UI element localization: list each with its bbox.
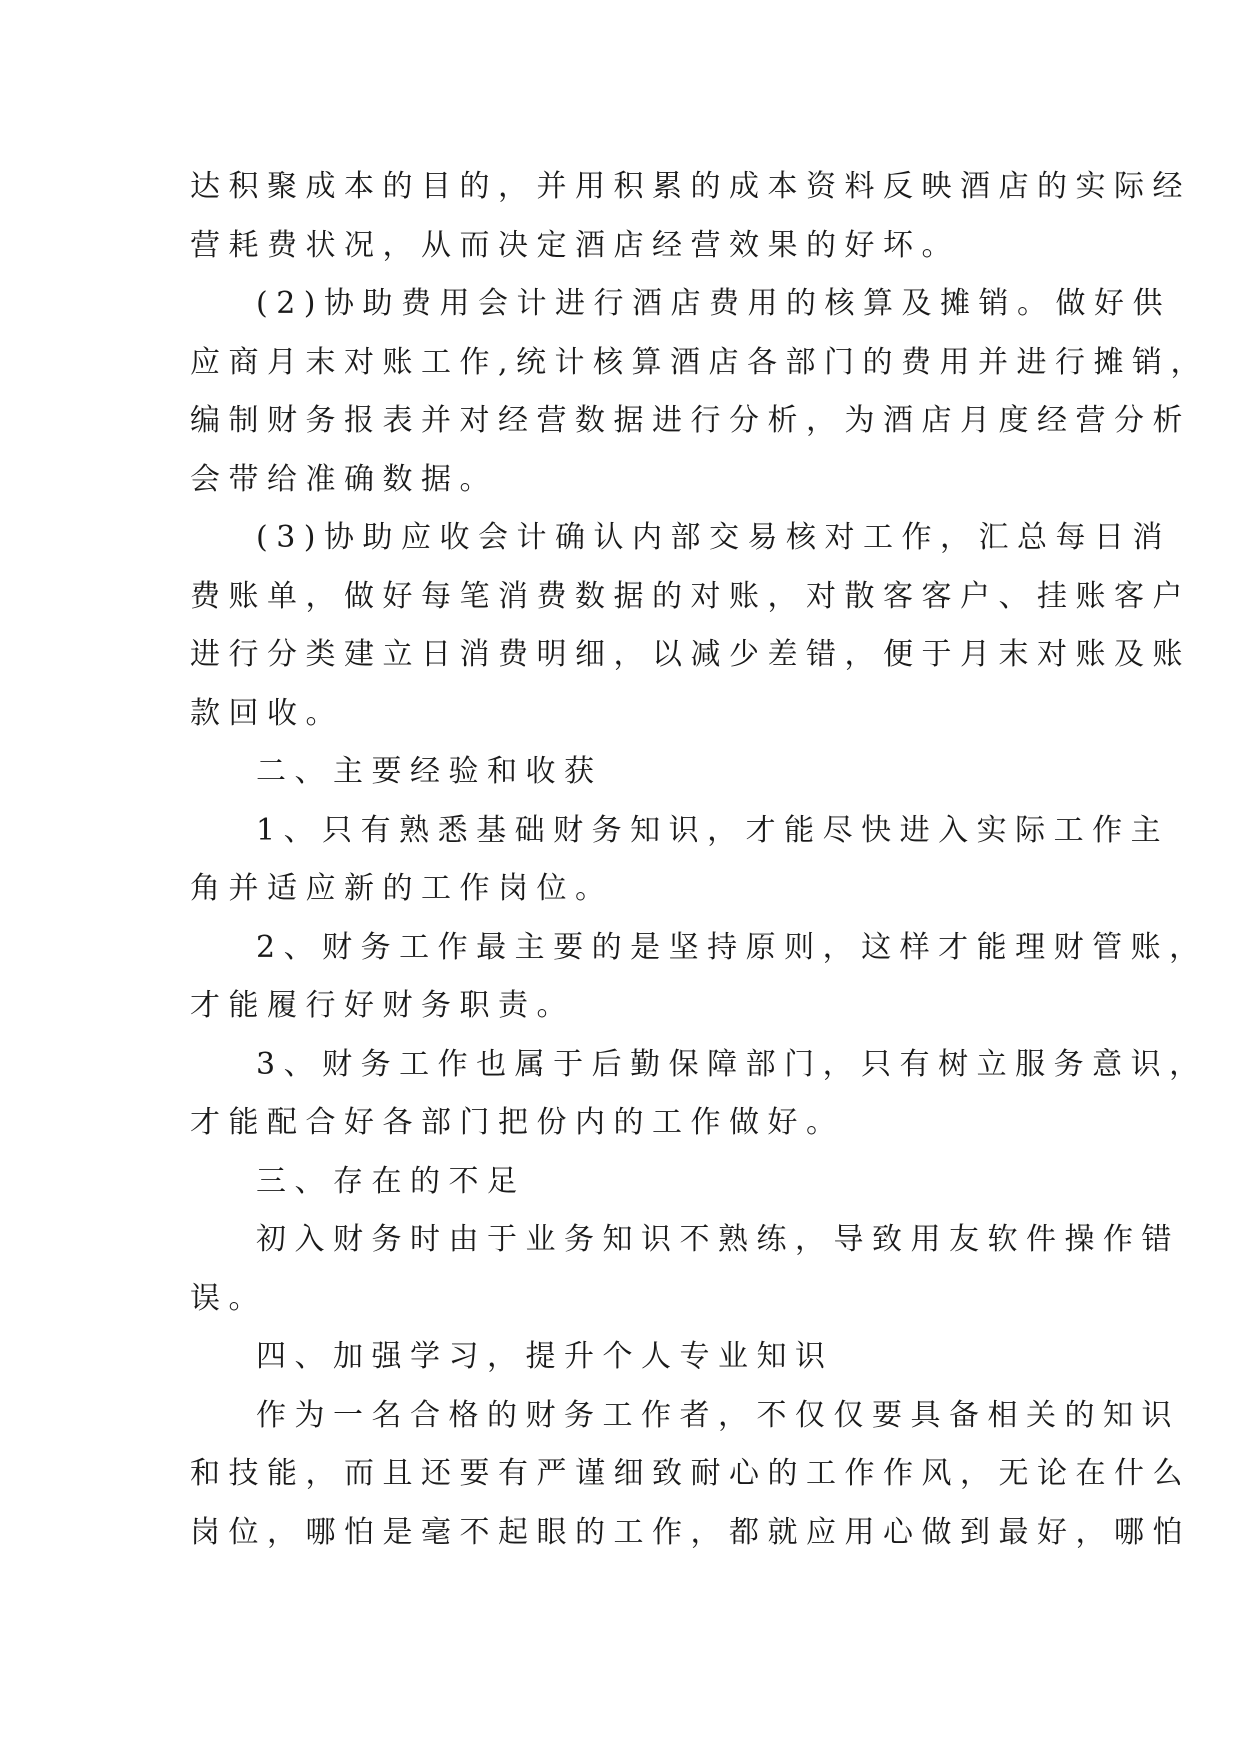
text-line: 达积聚成本的目的，并用积累的成本资料反映酒店的实际经 [190, 169, 1191, 204]
paragraph-item-3: (3)协助应收会计确认内部交易核对工作，汇总每日消 [256, 520, 1171, 555]
text-line: 岗位，哪怕是毫不起眼的工作，都就应用心做到最好，哪怕 [190, 1514, 1191, 1550]
section-heading-4: 四、加强学习，提升个人专业知识 [256, 1339, 834, 1374]
text-line: 才能履行好财务职责。 [190, 988, 575, 1023]
text-line: 误。 [190, 1280, 267, 1316]
list-item-3: 3、财务工作也属于后勤保障部门，只有树立服务意识， [256, 1046, 1208, 1082]
text-line: 角并适应新的工作岗位。 [190, 871, 614, 906]
paragraph-start: 初入财务时由于业务知识不熟练，导致用友软件操作错 [256, 1222, 1180, 1257]
text-line: 营耗费状况，从而决定酒店经营效果的好坏。 [190, 227, 960, 263]
list-item-1: 1、只有熟悉基础财务知识，才能尽快进入实际工作主 [256, 812, 1170, 848]
paragraph-start: 作为一名合格的财务工作者，不仅仅要具备相关的知识 [256, 1397, 1180, 1433]
document-body [190, 158, 1210, 1562]
list-item-2: 2、财务工作最主要的是坚持原则，这样才能理财管账， [256, 929, 1208, 965]
text-line: 费账单，做好每笔消费数据的对账，对散客客户、挂账客户 [190, 578, 1191, 614]
text-line: 才能配合好各部门把份内的工作做好。 [190, 1105, 845, 1140]
text-line: 进行分类建立日消费明细，以减少差错，便于月末对账及账 [190, 637, 1191, 672]
text-line: 编制财务报表并对经营数据进行分析，为酒店月度经营分析 [190, 403, 1191, 438]
text-line: 会带给准确数据。 [190, 461, 498, 497]
section-heading-2: 二、主要经验和收获 [256, 754, 603, 789]
text-line: 和技能，而且还要有严谨细致耐心的工作作风，无论在什么 [190, 1456, 1191, 1491]
paragraph-item-2: (2)协助费用会计进行酒店费用的核算及摊销。做好供 [256, 286, 1171, 321]
section-heading-3: 三、存在的不足 [256, 1163, 526, 1199]
text-line: 应商月末对账工作,统计核算酒店各部门的费用并进行摊销， [190, 344, 1210, 380]
text-line: 款回收。 [190, 695, 344, 731]
